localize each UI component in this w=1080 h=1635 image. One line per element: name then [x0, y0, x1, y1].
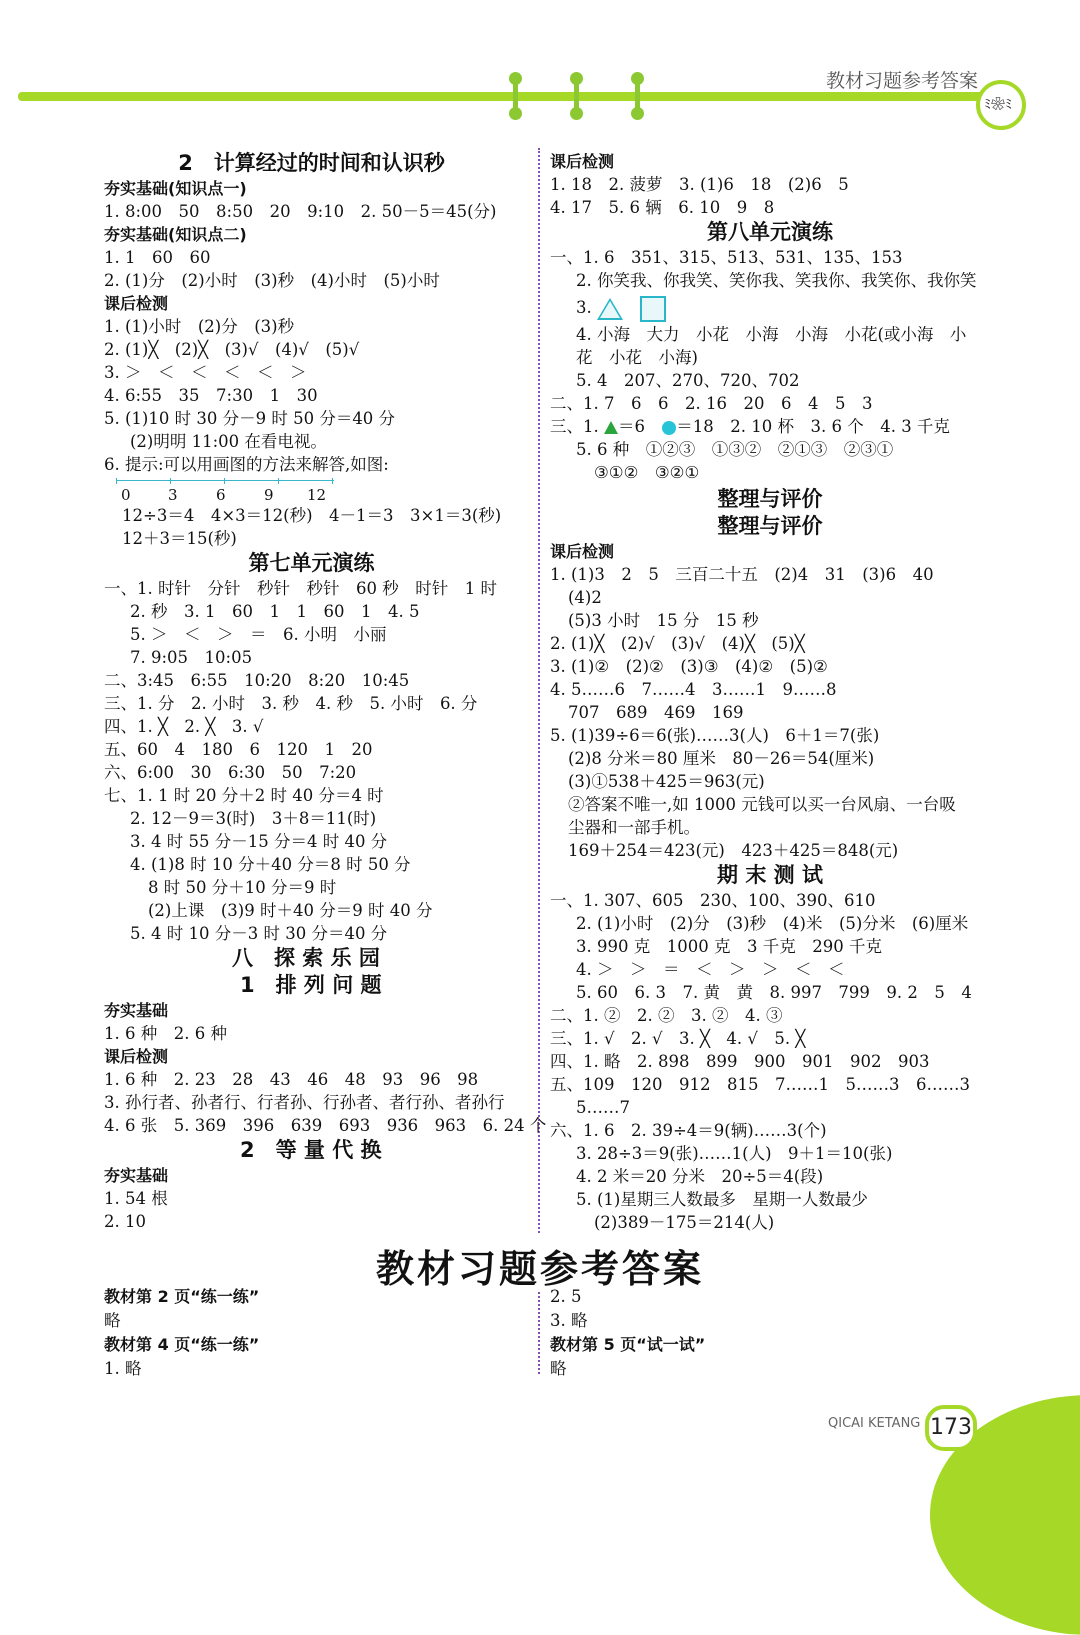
section-title: 2 计算经过的时间和认识秒 — [178, 151, 445, 175]
bottom-right — [550, 1285, 705, 1381]
section-title: 整理与评价 — [717, 487, 823, 511]
section-title: 第七单元演练 — [248, 551, 375, 575]
answer-line: 4. ＞ ＞ ＝ ＜ ＞ ＞ ＜ ＜ — [576, 960, 845, 979]
answer-line: 二、1. 7 6 6 2. 16 20 6 4 5 3 — [550, 394, 873, 413]
subsection-heading: 夯实基础 — [104, 1166, 169, 1185]
subsection-heading: 夯实基础(知识点二) — [104, 225, 247, 244]
answer-line: 1. 18 2. 菠萝 3. (1)6 18 (2)6 5 — [550, 175, 849, 194]
answer-line: 4. 17 5. 6 辆 6. 10 9 8 — [550, 198, 775, 217]
answer-line: 3. 孙行者、孙者行、行者孙、行孙者、者行孙、者孙行 — [104, 1093, 505, 1112]
section-title: 八 探 索 乐 园 — [232, 946, 380, 970]
answer-line: 4. 2 米＝20 分米 20÷5＝4(段) — [576, 1167, 824, 1186]
subsection-heading: 课后检测 — [550, 542, 615, 561]
answer-line: 2. 秒 3. 1 60 1 1 60 1 4. 5 — [130, 602, 420, 621]
answer-line: 1. 54 根 — [104, 1189, 168, 1208]
answer-line: 3. 990 克 1000 克 3 千克 290 千克 — [576, 937, 882, 956]
bottom-title: 教材习题参考答案 — [375, 1247, 704, 1291]
page-number: 173 — [925, 1405, 977, 1451]
answer-line: 3. 28÷3＝9(张)……1(人) 9＋1＝10(张) — [576, 1144, 893, 1163]
answer-line: 1. 6 种 2. 23 28 43 46 48 93 96 98 — [104, 1070, 479, 1089]
section-title: 2 等 量 代 换 — [240, 1138, 382, 1162]
section-subtitle: 1 排 列 问 题 — [240, 973, 382, 997]
answer-line: 1. (1)3 2 5 三百二十五 (2)4 31 (3)6 40 — [550, 565, 934, 584]
binder-ring — [631, 72, 644, 120]
answer-line: 二、3:45 6:55 10:20 8:20 10:45 — [104, 671, 410, 690]
answer-line: 三、1. √ 2. √ 3. ╳ 4. √ 5. ╳ — [550, 1029, 806, 1048]
square-icon — [640, 296, 666, 322]
answer-line: 4. 5……6 7……4 3……1 9……8 — [550, 680, 837, 699]
answer-line: 七、1. 1 时 20 分＋2 时 40 分＝4 时 — [104, 786, 384, 805]
answer-number: 三、1. — [550, 417, 599, 436]
answer-line: 2. 12－9＝3(时) 3＋8＝11(时) — [130, 809, 377, 828]
answer-line: 5. 4 时 10 分－3 时 30 分＝40 分 — [130, 924, 388, 943]
answer-line: 5. 4 207、270、720、702 — [576, 371, 800, 390]
answer-line: (2)上课 (3)9 时＋40 分＝9 时 40 分 — [148, 901, 433, 920]
triangle-icon — [597, 298, 623, 320]
answer-line: 3. 4 时 55 分－15 分＝4 时 40 分 — [130, 832, 388, 851]
answer-line — [550, 415, 990, 438]
answer-line: 花 小花 小海) — [576, 348, 698, 367]
answer-line: 五、60 4 180 6 120 1 20 — [104, 740, 373, 759]
column-divider — [538, 1292, 540, 1374]
answer-line: 2. (1)╳ (2)√ (3)√ (4)╳ (5)╳ — [550, 634, 805, 653]
subsection-heading: 课后检测 — [104, 294, 169, 313]
answer-line: 4. 6:55 35 7:30 1 30 — [104, 386, 318, 405]
answer-line: ③①② ③②① — [594, 463, 700, 482]
answer-line: 尘器和一部手机。 — [568, 818, 700, 837]
answer-line: 四、1. 略 2. 898 899 900 901 902 903 — [550, 1052, 930, 1071]
answer-line: 1. (1)小时 (2)分 (3)秒 — [104, 317, 295, 336]
number-line-label: 9 — [264, 486, 274, 504]
section-subtitle: 整理与评价 — [717, 514, 823, 538]
answer-line: (4)2 — [568, 588, 602, 607]
answer-line: 3. 略 — [550, 1311, 588, 1330]
header-title: 教材习题参考答案 — [826, 70, 979, 92]
bottom-left — [104, 1285, 259, 1381]
answer-line: 5. ＞ ＜ ＞ ＝ 6. 小明 小丽 — [130, 625, 387, 644]
answer-line: 2. (1)╳ (2)╳ (3)√ (4)√ (5)√ — [104, 340, 360, 359]
answer-line: 3. ＞ ＜ ＜ ＜ ＜ ＞ — [104, 363, 307, 382]
answer-line: 三、1. 分 2. 小时 3. 秒 4. 秒 5. 小时 6. 分 — [104, 694, 478, 713]
answer-line: 四、1. ╳ 2. ╳ 3. √ — [104, 717, 264, 736]
subsection-heading: 教材第 2 页“练一练” — [104, 1287, 260, 1306]
answer-line: 六、1. 6 2. 39÷4＝9(辆)……3(个) — [550, 1121, 827, 1140]
footer-label: QICAI KETANG — [828, 1416, 921, 1431]
subsection-heading: 夯实基础(知识点一) — [104, 179, 247, 198]
answer-value: ＝18 2. 10 杯 3. 6 个 4. 3 千克 — [676, 417, 950, 436]
logo-icon: ﾐ❀ﾐ — [976, 80, 1026, 130]
left-column — [104, 150, 547, 1233]
number-line-label: 3 — [168, 486, 178, 504]
answer-line: 5. (1)星期三人数最多 星期一人数最少 — [576, 1190, 868, 1209]
answer-line: 4. (1)8 时 10 分＋40 分＝8 时 50 分 — [130, 855, 411, 874]
answer-line: 707 689 469 169 — [568, 703, 744, 722]
answer-line: 2. (1)分 (2)小时 (3)秒 (4)小时 (5)小时 — [104, 271, 440, 290]
subsection-heading: 教材第 5 页“试一试” — [550, 1335, 706, 1354]
answer-line: 5. (1)39÷6＝6(张)……3(人) 6＋1＝7(张) — [550, 726, 880, 745]
answer-line: 6. 提示:可以用画图的方法来解答,如图: — [104, 455, 389, 474]
answer-line: 略 — [550, 1359, 567, 1378]
subsection-heading: 课后检测 — [550, 152, 615, 171]
answer-line: (2)389－175＝214(人) — [594, 1213, 775, 1232]
binder-ring — [570, 72, 583, 120]
answer-line: 二、1. ② 2. ② 3. ② 4. ③ — [550, 1006, 783, 1025]
subsection-heading: 教材第 4 页“练一练” — [104, 1335, 260, 1354]
answer-line: (5)3 小时 15 分 15 秒 — [568, 611, 759, 630]
answer-line: 12＋3＝15(秒) — [122, 529, 237, 548]
answer-line: 2. 5 — [550, 1287, 582, 1306]
answer-line: 5……7 — [576, 1098, 630, 1117]
answer-line: 4. 6 张 5. 369 396 639 693 936 963 6. 24 个 — [104, 1116, 547, 1135]
answer-line: 1. 6 种 2. 6 种 — [104, 1024, 227, 1043]
section-title: 期 末 测 试 — [717, 863, 823, 887]
answer-line: 2. 10 — [104, 1212, 146, 1231]
binder-ring — [509, 72, 522, 120]
answer-line: 3. (1)② (2)② (3)③ (4)② (5)② — [550, 657, 828, 676]
answer-line: 2. (1)小时 (2)分 (3)秒 (4)米 (5)分米 (6)厘米 — [576, 914, 969, 933]
number-line-label: 12 — [307, 486, 327, 504]
subsection-heading: 课后检测 — [104, 1047, 169, 1066]
answer-line: (2)明明 11:00 在看电视。 — [130, 432, 327, 451]
section-title: 第八单元演练 — [707, 220, 833, 244]
answer-line: 5. 60 6. 3 7. 黄 黄 8. 997 799 9. 2 5 4 — [576, 983, 972, 1002]
right-column — [550, 150, 990, 1234]
answer-line: 4. 小海 大力 小花 小海 小海 小花(或小海 小 — [576, 325, 967, 344]
green-triangle-icon — [604, 421, 618, 434]
answer-line: 169＋254＝423(元) 423＋425＝848(元) — [568, 841, 899, 860]
answer-line: 5. (1)10 时 30 分－9 时 50 分＝40 分 — [104, 409, 396, 428]
answer-line: (2)8 分米＝80 厘米 80－26＝54(厘米) — [568, 749, 875, 768]
answer-value: ＝6 — [618, 417, 645, 436]
answer-line: 12÷3＝4 4×3＝12(秒) 4－1＝3 3×1＝3(秒) — [122, 506, 502, 525]
number-line — [104, 482, 519, 504]
answer-line: 8 时 50 分＋10 分＝9 时 — [148, 878, 337, 897]
answer-line: 五、109 120 912 815 7……1 5……3 6……3 — [550, 1075, 970, 1094]
answer-line: 2. 你笑我、你我笑、笑你我、笑我你、我笑你、我你笑 — [576, 271, 977, 290]
answer-line: 1. 8:00 50 8:50 20 9:10 2. 50－5＝45(分) — [104, 202, 497, 221]
blue-circle-icon — [662, 421, 676, 435]
answer-line: 1. 1 60 60 — [104, 248, 211, 267]
answer-line: 7. 9:05 10:05 — [130, 648, 253, 667]
answer-line: 一、1. 307、605 230、100、390、610 — [550, 891, 876, 910]
answer-number: 3. — [576, 298, 592, 317]
answer-line: ②答案不唯一,如 1000 元钱可以买一台风扇、一台吸 — [568, 795, 956, 814]
answer-line: 略 — [104, 1311, 121, 1330]
number-line-label: 6 — [216, 486, 226, 504]
number-line-label: 0 — [121, 486, 131, 504]
answer-line: 一、1. 时针 分针 秒针 秒针 60 秒 时针 1 时 — [104, 579, 497, 598]
answer-line: 1. 略 — [104, 1359, 142, 1378]
answer-line — [550, 292, 990, 323]
answer-line: 一、1. 6 351、315、513、531、135、153 — [550, 248, 903, 267]
subsection-heading: 夯实基础 — [104, 1001, 169, 1020]
answer-line: (3)①538＋425＝963(元) — [568, 772, 765, 791]
column-divider — [538, 148, 540, 1233]
answer-line: 六、6:00 30 6:30 50 7:20 — [104, 763, 357, 782]
answer-line: 5. 6 种 ①②③ ①③② ②①③ ②③① — [576, 440, 894, 459]
